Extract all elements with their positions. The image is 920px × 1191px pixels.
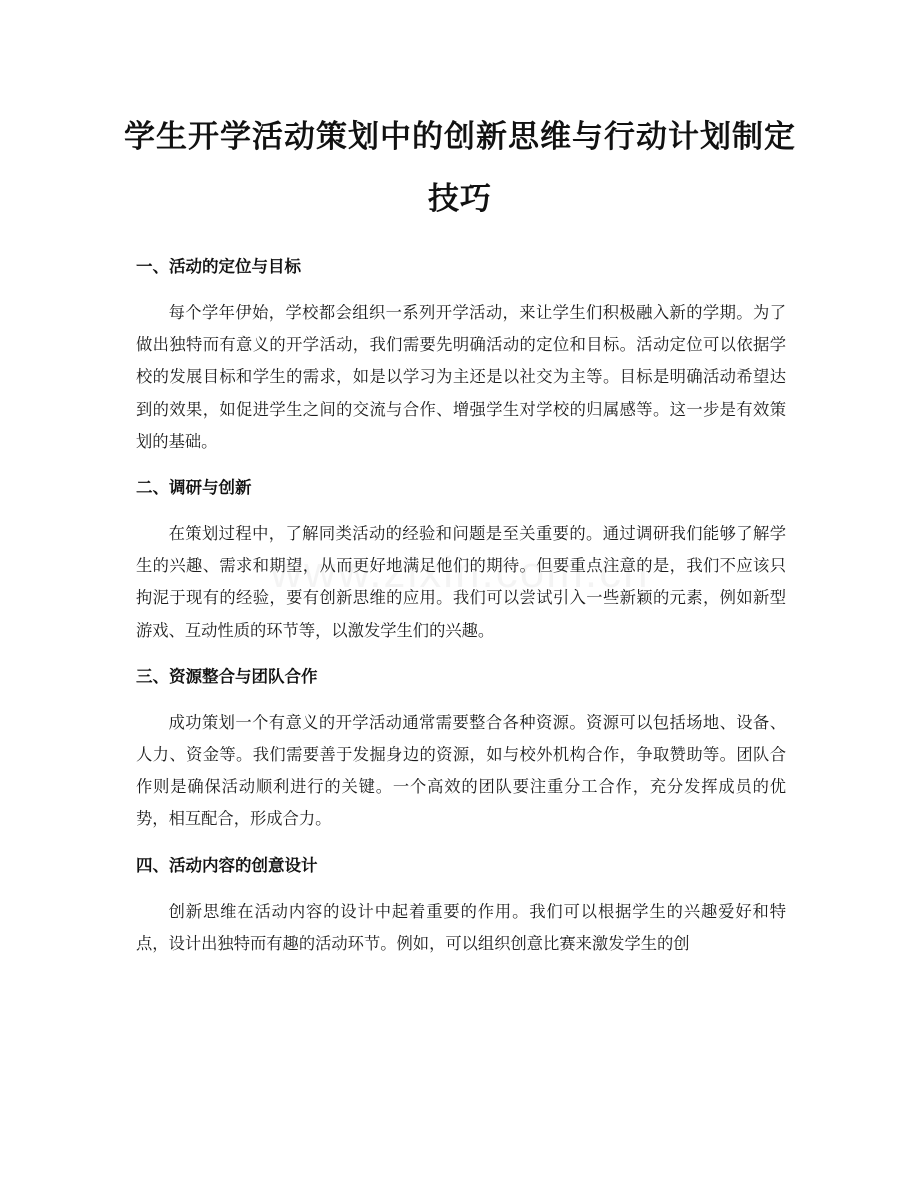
section-1 <box>136 248 786 458</box>
document-title: 学生开学活动策划中的创新思维与行动计划制定技巧 <box>124 119 796 217</box>
section-paragraph: 成功策划一个有意义的开学活动通常需要整合各种资源。资源可以包括场地、设备、人力、资金等。我们需要善于发掘身边的资源，如与校外机构合作，争取赞助等。团队合作则是确保活动顺利进行的关键。一个高效的团队要注重分工合作，充分发挥成员的优势，相互配合，形成合力。 <box>136 712 786 829</box>
section-heading: 四、活动内容的创意设计 <box>136 855 318 875</box>
section-3 <box>136 658 786 836</box>
section-2 <box>136 469 786 647</box>
section-heading: 三、资源整合与团队合作 <box>136 666 318 686</box>
section-paragraph: 创新思维在活动内容的设计中起着重要的作用。我们可以根据学生的兴趣爱好和特点，设计出独特而有趣的活动环节。例如，可以组织创意比赛来激发学生的创 <box>136 901 786 953</box>
section-heading: 一、活动的定位与目标 <box>136 257 301 276</box>
document-body <box>136 248 786 971</box>
section-paragraph: 每个学年伊始，学校都会组织一系列开学活动，来让学生们积极融入新的学期。为了做出独特而有意义的开学活动，我们需要先明确活动的定位和目标。活动定位可以依据学校的发展目标和学生的需求，如是以学习为主还是以社交为主等。目标是明确活动希望达到的效果，如促进学生之间的交流与合作、增强学生对学校的归属感等。这一步是有效策划的基础。 <box>136 303 786 451</box>
section-paragraph: 在策划过程中，了解同类活动的经验和问题是至关重要的。通过调研我们能够了解学生的兴趣、需求和期望，从而更好地满足他们的期待。但要重点注意的是，我们不应该只拘泥于现有的经验，要有创新思维的应用。我们可以尝试引入一些新颖的元素，例如新型游戏、互动性质的环节等，以激发学生们的兴趣。 <box>136 524 786 640</box>
section-4 <box>136 847 786 960</box>
section-heading: 二、调研与创新 <box>136 478 252 498</box>
